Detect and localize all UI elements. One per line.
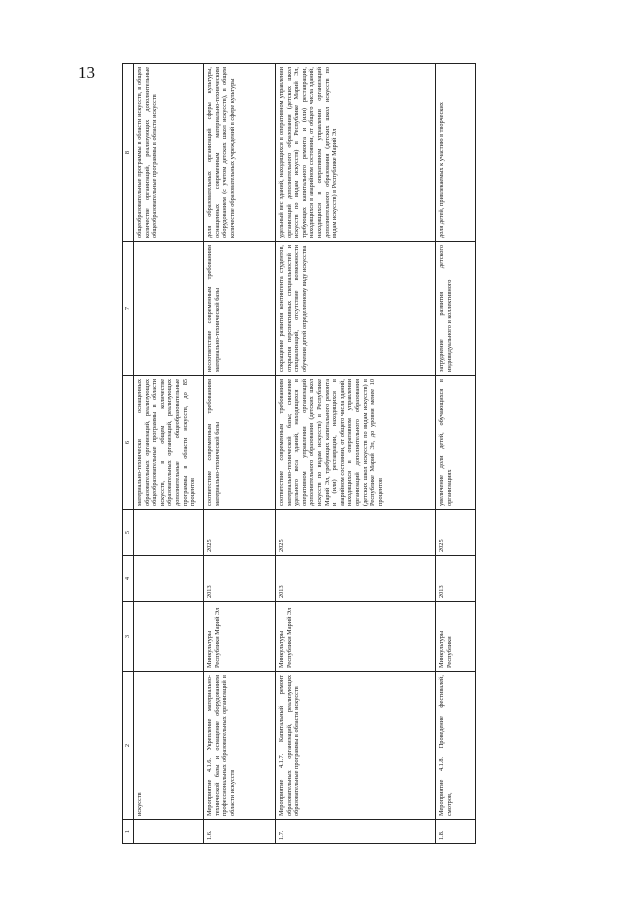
non-implementation-consequences: сокращение развития контингента студентов, открытия перспективных специальностей и специализаций, отсутствие возможности обучения детей определенному виду искусства xyxy=(276,242,436,376)
header-cell: 6 xyxy=(123,376,134,510)
rotated-page-content xyxy=(122,64,522,844)
end-year: 2025 xyxy=(436,510,476,556)
executor xyxy=(134,602,204,672)
table-row xyxy=(204,64,276,844)
executor: Минкультуры Республики Марий Эл xyxy=(204,602,276,672)
start-year: 2013 xyxy=(276,556,436,602)
non-implementation-consequences: несоответствие современным требованиям материально-технической базы xyxy=(204,242,276,376)
header-cell: 2 xyxy=(123,672,134,820)
non-implementation-consequences xyxy=(134,242,204,376)
measure-name: Мероприятие 4.1.7. Капитальный ремонт образовательных организаций, реализующих образовательные программы в области искусств xyxy=(276,672,436,820)
header-cell: 1 xyxy=(123,820,134,844)
start-year: 2013 xyxy=(204,556,276,602)
header-cell: 8 xyxy=(123,64,134,242)
header-cell: 3 xyxy=(123,602,134,672)
table-row xyxy=(436,64,476,844)
start-year: 2013 xyxy=(436,556,476,602)
start-year xyxy=(134,556,204,602)
executor: Минкультуры Республики xyxy=(436,602,476,672)
row-number xyxy=(134,820,204,844)
header-cell: 7 xyxy=(123,242,134,376)
expected-result: материально-технически оснащенных образовательных организаций, реализующих общеобразовательные программы в области искусств, в общем количестве образовательных организаций, реализующих дополнительные общеобразовательные программы в области искусств, до 85 процентов xyxy=(134,376,204,510)
indicator-link: доля детей, привлекаемых к участию в творческих xyxy=(436,64,476,242)
row-number: 1.6. xyxy=(204,820,276,844)
measure-name: Мероприятие 4.1.6. Укрепление материально-технической базы и оснащение оборудованием профессиональных образовательных организаций в области искусств xyxy=(204,672,276,820)
indicator-link: доля образовательных организаций сферы культуры, оснащенных современным материально-техническим оборудованием (с учетом детских школ искусств), в общем количестве образовательных учреждений в сфере культуры xyxy=(204,64,276,242)
program-measures-table xyxy=(122,63,476,844)
table-row xyxy=(134,64,204,844)
expected-result: увеличение доли детей, обучающихся в организациях xyxy=(436,376,476,510)
end-year: 2025 xyxy=(204,510,276,556)
indicator-link: удельный вес зданий, находящихся в оперативном управлении организаций дополнительного образования (детских школ искусств по видам искусств) в Республике Марий Эл, требующих капитального ремонта и (или) реставрации, находящихся в аварийном состоянии, от общего числа зданий, находящихся в оперативном управлении организаций дополнительного образования (детских школ искусств по видам искусств) в Республике Марий Эл xyxy=(276,64,436,242)
table-header-row xyxy=(123,64,134,844)
measure-name: Мероприятие 4.1.8. Проведение фестивалей, смотров, xyxy=(436,672,476,820)
rotated-table-container xyxy=(122,64,522,844)
end-year: 2025 xyxy=(276,510,436,556)
non-implementation-consequences: затруднение развития детского индивидуального и коллективного xyxy=(436,242,476,376)
expected-result: соответствие современным требованиям материально-технической базы xyxy=(204,376,276,510)
measure-name: искусств xyxy=(134,672,204,820)
table-row xyxy=(276,64,436,844)
page-number: 13 xyxy=(78,63,95,82)
end-year xyxy=(134,510,204,556)
header-cell: 5 xyxy=(123,510,134,556)
row-number: 1.7. xyxy=(276,820,436,844)
expected-result: соответствие современным требованиям материально-технической базы; снижение удельного веса зданий, находящихся в оперативном управлении организаций дополнительного образования (детских школ искусств по видам искусств) в Республике Марий Эл, требующих капитального ремонта и (или) реставрации, находящихся в аварийном состоянии, от общего числа зданий, находящихся в оперативном управлении организаций дополнительного образования (детских школ искусств по видам искусств) в Республике Марий Эл, до уровня менее 10 процентов xyxy=(276,376,436,510)
indicator-link: общеобразовательные программы в области искусств, в общем количестве организаций, реализующих дополнительные общеобразовательные программы в области искусств xyxy=(134,64,204,242)
header-cell: 4 xyxy=(123,556,134,602)
executor: Минкультуры Республики Марий Эл xyxy=(276,602,436,672)
row-number: 1.8. xyxy=(436,820,476,844)
